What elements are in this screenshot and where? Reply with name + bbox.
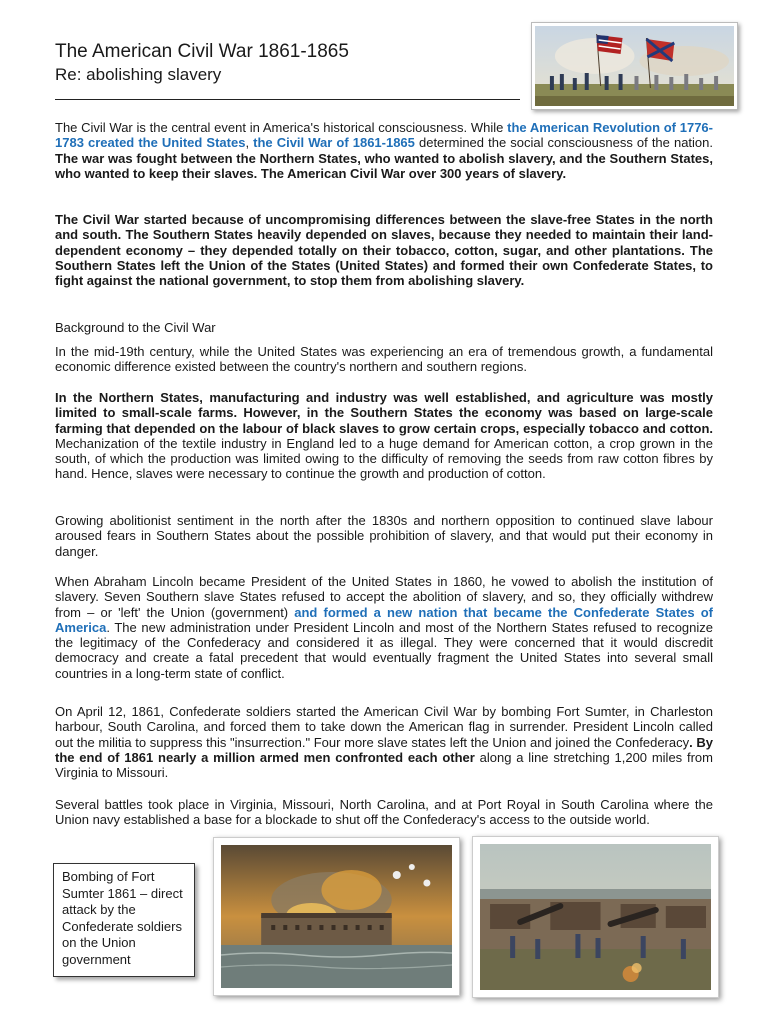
fort-sumter-text: On April 12, 1861, Confederate soldiers started the American Civil War by bombing Fort Sumter, in Charleston harbour, South Carolina, and forced them to take down the American flag in surrender. President Lincoln called out the militia to suppress this "insurrection." Four more slave states left the Union and joined the Confederacy [55, 704, 713, 750]
american-revolution-link[interactable]: the American Revolution of 1776-1783 created the United States [55, 120, 713, 151]
intro-text-2: determined the social consciousness of the nation. [414, 135, 713, 151]
civil-war-link[interactable]: the Civil War of 1861-1865 [253, 135, 415, 151]
economy-text: Mechanization of the textile industry in England led to a huge demand for American cotton, a crop grown in the south, of which the production was limited owing to the difficulty of removing the seeds from raw cotton fibres by hand. Hence, slaves were necessary to continue the growth and production of cotton. [55, 435, 713, 482]
background-paragraph-5 [55, 704, 713, 780]
background-paragraph-1: In the mid-19th century, while the United States was experiencing an era of tremendous growth, a fundamental economic difference existed between the country's northern and southern regions. [55, 344, 713, 375]
confederate-states-link[interactable]: and formed a new nation that became the Confederate States of America [55, 604, 713, 635]
intro-comma: , [245, 135, 254, 151]
background-paragraph-4 [55, 574, 713, 681]
page-title: The American Civil War 1861-1865 [55, 41, 349, 62]
fort-sumter-text-2: along a line stretching 1,200 miles from Virginia to Missouri. [55, 749, 713, 781]
armed-men-bold-text: . By the end of 1861 nearly a million armed men confronted each other [55, 734, 713, 765]
section-heading: Background to the Civil War [55, 320, 216, 335]
page-subtitle: Re: abolishing slavery [55, 65, 222, 84]
image-caption: Bombing of Fort Sumter 1861 – direct attack by the Confederate soldiers on the Union government [53, 863, 195, 977]
confederate-artillery-image [472, 836, 719, 998]
cause-paragraph: The Civil War started because of uncompromising differences between the slave-free States in the north and south. The Southern States heavily depended on slaves, because they needed to maintain their land-dependent economy – they depended totally on their tobacco, cotton, sugar, and other plantations. The Southern States left the Union of the States (United States) and formed their own Confederate States, to fight against the national government, to stop them from abolishing slavery. [55, 212, 713, 289]
fort-sumter-bombing-image [213, 837, 460, 996]
intro-text: The Civil War is the central event in America's historical consciousness. While [55, 120, 508, 135]
title-underline [55, 99, 520, 100]
background-paragraph-3: Growing abolitionist sentiment in the north after the 1830s and northern opposition to continued slave labour aroused fears in Southern States about the possible prohibition of slavery, and that would put their economy in danger. [55, 513, 713, 559]
intro-paragraph [55, 120, 713, 181]
battle-flags-illustration [531, 22, 738, 110]
background-paragraph-2 [55, 390, 713, 482]
economy-bold-text: In the Northern States, manufacturing and industry was well established, and agriculture was mostly limited to small-scale farms. However, in the Southern States the economy was based on large-scale farming that depended on the labour of black slaves to grow certain crops, especially tobacco and cotton. [55, 390, 713, 436]
background-paragraph-6: Several battles took place in Virginia, Missouri, North Carolina, and at Port Royal in South Carolina where the Union navy established a base for a blockade to shut off the Confederacy's access to the outside world. [55, 797, 713, 828]
lincoln-text-2: . The new administration under President Lincoln and most of the Northern States refused to recognize the legitimacy of the Confederacy and considered it as illegal. They were concerned that it would discredit democracy and create a fatal precedent that would eventually fragment the United States into several small countries in a long-term state of conflict. [55, 619, 713, 681]
intro-bold-text: The war was fought between the Northern States, who wanted to abolish slavery, and the Southern States, who wanted to keep their slaves. The American Civil War over 300 years of slavery. [55, 150, 713, 181]
lincoln-text: When Abraham Lincoln became President of the United States in 1860, he vowed to abolish the institution of slavery. Seven Southern slave States refused to accept the abolition of slavery, and so, they officially withdrew from – or 'left' the Union (government) [55, 574, 713, 620]
